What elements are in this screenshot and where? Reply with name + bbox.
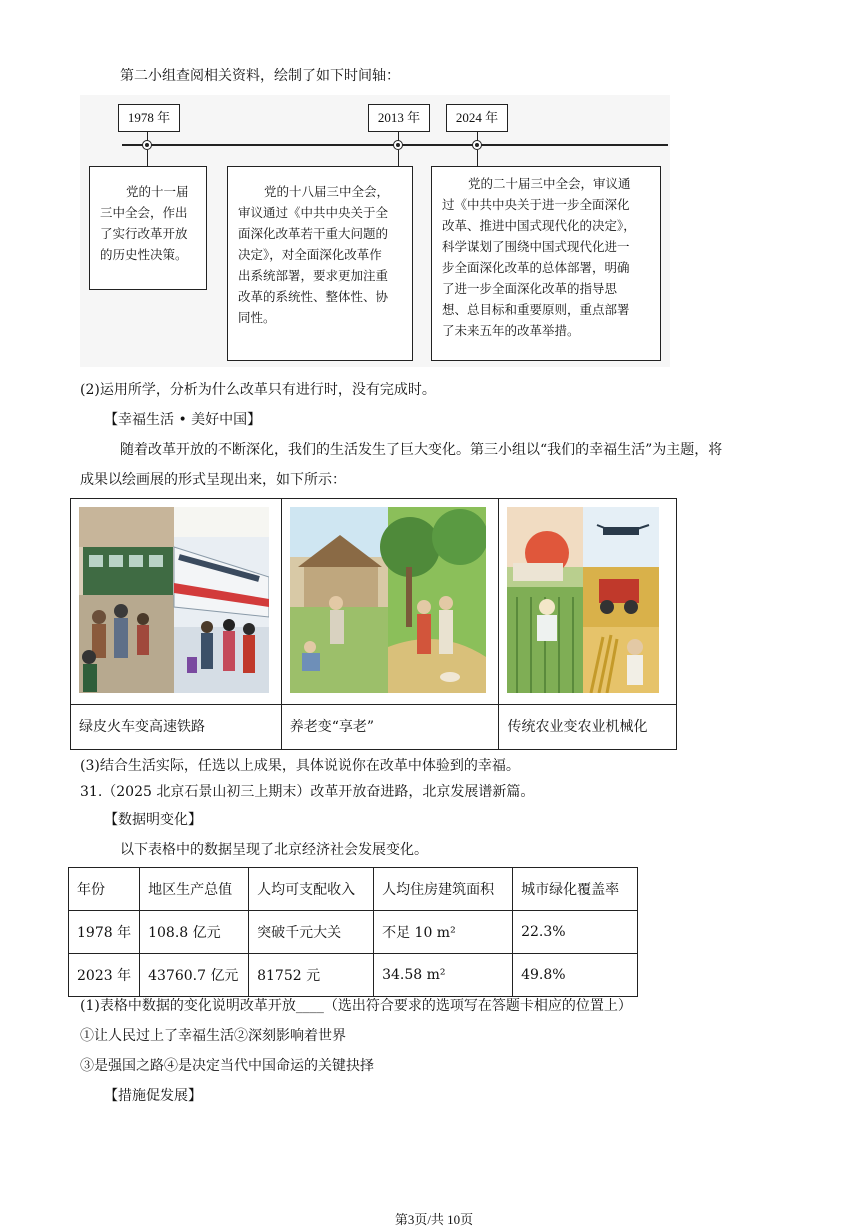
painting-train-to-high-speed-rail — [79, 507, 269, 693]
painting-gallery-table — [70, 498, 677, 750]
table-cell: 1978 年 — [69, 911, 140, 954]
event-text: 过《中共中央关于进一步全面深化 — [442, 197, 630, 212]
table-cell: 2023 年 — [69, 954, 140, 997]
train-illustration — [79, 507, 269, 693]
timeline-stem — [477, 150, 478, 166]
table-cell: 81752 元 — [249, 954, 374, 997]
table-cell: 34.58 m² — [374, 954, 513, 997]
table-header-cell: 城市绿化覆盖率 — [513, 868, 638, 911]
table-cell: 不足 10 m² — [374, 911, 513, 954]
event-text: 了未来五年的改革举措。 — [442, 323, 580, 338]
event-text: 三中全会，作出 — [100, 205, 188, 220]
table-cell: 49.8% — [513, 954, 638, 997]
year-label-1978: 1978 年 — [118, 104, 180, 132]
year-label-2024: 2024 年 — [446, 104, 508, 132]
event-text: 改革、推进中国式现代化的决定》， — [442, 218, 636, 233]
table-cell: 22.3% — [513, 911, 638, 954]
agriculture-illustration — [507, 507, 659, 693]
gallery-caption-agriculture: 传统农业变农业机械化 — [499, 705, 677, 750]
event-text: 党的十一届 — [126, 184, 189, 199]
page-number: 第3页/共 10页 — [394, 1212, 474, 1227]
section-heading-measures: 【措施促发展】 — [104, 1088, 202, 1104]
paragraph-data: 以下表格中的数据呈现了北京经济社会发展变化。 — [120, 842, 428, 858]
options-line-1: ①让人民过上了幸福生活②深刻影响着世界 — [80, 1028, 346, 1044]
question-2: (2)运用所学，分析为什么改革只有进行时，没有完成时。 — [80, 382, 436, 398]
gallery-cell-agriculture — [499, 499, 677, 705]
event-text: 决定》，对全面深化改革作 — [238, 247, 382, 262]
table-row — [69, 911, 638, 954]
elderly-illustration — [290, 507, 486, 693]
beijing-data-table — [68, 867, 638, 997]
section-heading-data: 【数据明变化】 — [104, 812, 202, 828]
timeline-node — [472, 140, 482, 150]
table-header-cell: 年份 — [69, 868, 140, 911]
table-cell: 突破千元大关 — [249, 911, 374, 954]
timeline-node — [142, 140, 152, 150]
table-header-row — [69, 868, 638, 911]
intro-text: 第二小组查阅相关资料，绘制了如下时间轴： — [120, 68, 400, 84]
table-header-cell: 人均可支配收入 — [249, 868, 374, 911]
gallery-cell-trains — [71, 499, 282, 705]
options-line-2: ③是强国之路④是决定当代中国命运的关键抉择 — [80, 1058, 374, 1074]
event-text: 步全面深化改革的总体部署，明确 — [442, 260, 630, 275]
timeline-node — [393, 140, 403, 150]
timeline-stem — [398, 150, 399, 166]
timeline-event-2024 — [431, 166, 661, 361]
year-label-2013: 2013 年 — [368, 104, 430, 132]
painting-elderly-care — [290, 507, 486, 693]
question-31: 31.（2025 北京石景山初三上期末）改革开放奋进路，北京发展谱新篇。 — [80, 784, 535, 800]
event-text: 想、总目标和重要原则，重点部署 — [442, 302, 630, 317]
painting-agricultural-mechanization — [507, 507, 659, 693]
table-cell: 108.8 亿元 — [140, 911, 249, 954]
gallery-caption-trains: 绿皮火车变高速铁路 — [71, 705, 282, 750]
table-header-cell: 人均住房建筑面积 — [374, 868, 513, 911]
question-3: (3)结合生活实际，任选以上成果，具体说说你在改革中体验到的幸福。 — [80, 758, 520, 774]
paragraph-happy-2: 成果以绘画展的形式呈现出来，如下所示： — [80, 472, 346, 488]
section-heading-happy-life: 【幸福生活 • 美好中国】 — [104, 412, 262, 428]
event-text: 了实行改革开放 — [100, 226, 188, 241]
timeline-event-1978 — [89, 166, 207, 290]
event-text: 党的二十届三中全会，审议通 — [468, 176, 631, 191]
timeline-stem — [147, 150, 148, 166]
event-text: 科学谋划了围绕中国式现代化进一 — [442, 239, 630, 254]
table-header-cell: 地区生产总值 — [140, 868, 249, 911]
event-text: 党的十八届三中全会， — [264, 184, 390, 199]
timeline-event-2013 — [227, 166, 413, 361]
paragraph-happy-1: 随着改革开放的不断深化，我们的生活发生了巨大变化。第三小组以“我们的幸福生活”为主题，将 — [120, 442, 723, 458]
table-row — [69, 954, 638, 997]
question-1: (1)表格中数据的变化说明改革开放____（选出符合要求的选项写在答题卡相应的位置上） — [80, 998, 632, 1014]
gallery-caption-elderly: 养老变“享老” — [281, 705, 499, 750]
event-text: 面深化改革若干重大问题的 — [238, 226, 389, 241]
event-text: 同性。 — [238, 310, 276, 325]
gallery-cell-elderly — [281, 499, 499, 705]
event-text: 了进一步全面深化改革的指导思 — [442, 281, 618, 296]
event-text: 的历史性决策。 — [100, 247, 188, 262]
event-text: 审议通过《中共中央关于全 — [238, 205, 389, 220]
table-cell: 43760.7 亿元 — [140, 954, 249, 997]
event-text: 改革的系统性、整体性、协 — [238, 289, 389, 304]
event-text: 出系统部署，要求更加注重 — [238, 268, 389, 283]
